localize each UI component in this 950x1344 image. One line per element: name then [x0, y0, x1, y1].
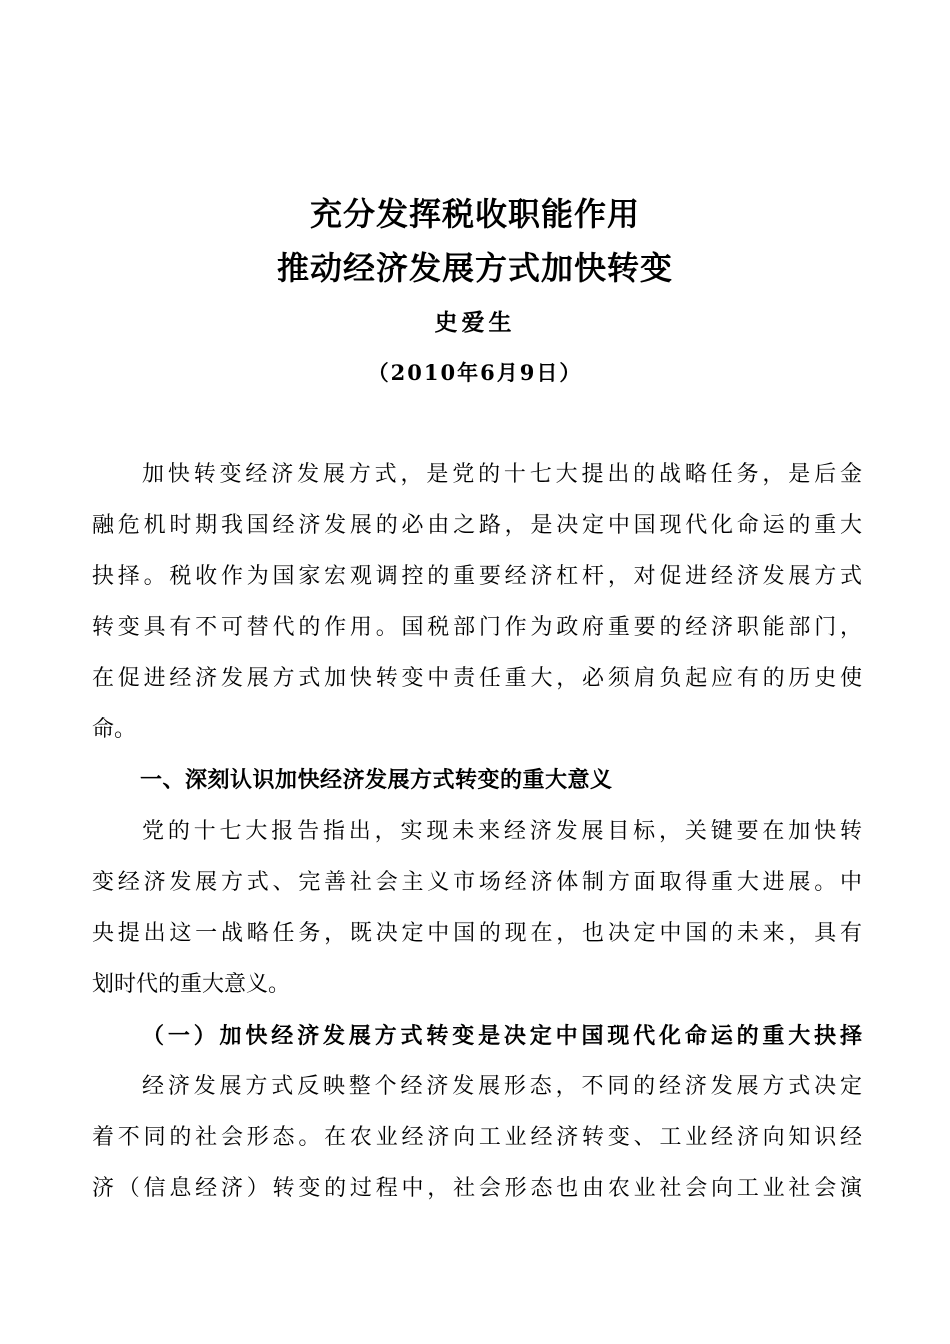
paragraph-2-line: 党的十七大报告指出，实现未来经济发展目标，关键要在加快转	[142, 819, 862, 844]
paragraph-2-line: 划时代的重大意义。	[92, 972, 291, 997]
paragraph-1-line: 转变具有不可替代的作用。国税部门作为政府重要的经济职能部门，	[92, 615, 862, 640]
paragraph-3-line: 济（信息经济）转变的过程中，社会形态也由农业社会向工业社会演	[92, 1176, 862, 1201]
paragraph-1-line: 抉择。税收作为国家宏观调控的重要经济杠杆，对促进经济发展方式	[92, 564, 862, 589]
paragraph-3-line: 着不同的社会形态。在农业经济向工业经济转变、工业经济向知识经	[92, 1125, 862, 1150]
paragraph-2-line: 央提出这一战略任务，既决定中国的现在，也决定中国的未来，具有	[92, 921, 862, 946]
subsection-heading-1: （一）加快经济发展方式转变是决定中国现代化命运的重大抉择	[142, 1023, 862, 1049]
paragraph-1-line: 命。	[92, 717, 137, 742]
author-name: 史爱生	[434, 309, 516, 336]
section-heading-1: 一、深刻认识加快经济发展方式转变的重大意义	[140, 768, 613, 793]
paragraph-1-line: 在促进经济发展方式加快转变中责任重大，必须肩负起应有的历史使	[92, 666, 862, 691]
paragraph-3-line: 经济发展方式反映整个经济发展形态，不同的经济发展方式决定	[142, 1074, 862, 1099]
paragraph-1-line: 融危机时期我国经济发展的必由之路，是决定中国现代化命运的重大	[92, 513, 862, 538]
document-title-line-2: 推动经济发展方式加快转变	[276, 249, 673, 287]
paragraph-2-line: 变经济发展方式、完善社会主义市场经济体制方面取得重大进展。中	[92, 870, 862, 895]
speech-date: （2010年6月9日）	[367, 360, 583, 385]
document-title-line-1: 充分发挥税收职能作用	[309, 195, 640, 233]
paragraph-1-line: 加快转变经济发展方式，是党的十七大提出的战略任务，是后金	[142, 462, 862, 487]
